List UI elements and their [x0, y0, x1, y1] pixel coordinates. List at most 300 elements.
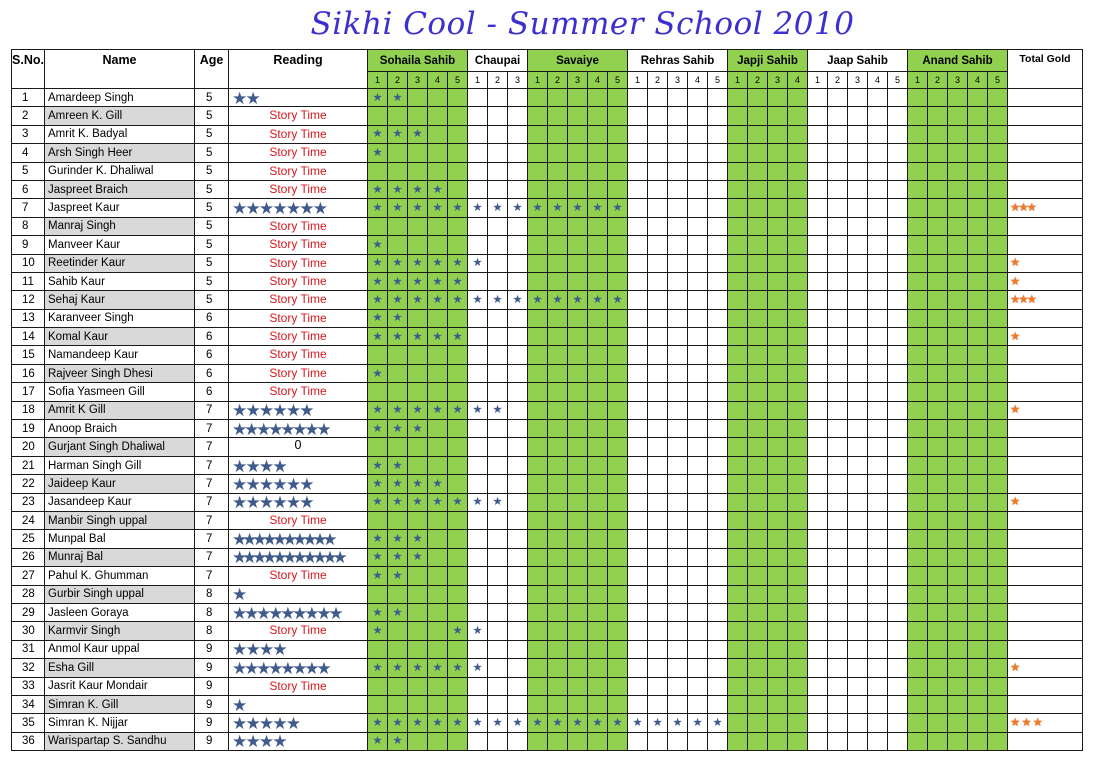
- progress-cell: [888, 144, 908, 162]
- progress-cell: [428, 530, 448, 548]
- progress-cell: [988, 144, 1008, 162]
- cell-name: Anoop Braich: [45, 420, 195, 438]
- cell-sno: 5: [12, 162, 45, 180]
- progress-cell: [528, 695, 548, 713]
- cell-sno: 15: [12, 346, 45, 364]
- progress-cell: [688, 89, 708, 107]
- progress-cell: [948, 125, 968, 143]
- progress-cell: [608, 732, 628, 750]
- progress-cell: [568, 567, 588, 585]
- progress-cell: [488, 364, 508, 382]
- progress-cell: [948, 732, 968, 750]
- subcol-number: 5: [448, 72, 468, 89]
- progress-cell: [468, 328, 488, 346]
- cell-name: Anmol Kaur uppal: [45, 640, 195, 658]
- star-icon: ★: [672, 716, 683, 729]
- cell-reading: [229, 438, 368, 456]
- progress-cell: [528, 364, 548, 382]
- star-icon: ★: [292, 658, 305, 678]
- progress-cell: [648, 714, 668, 732]
- cell-age: 6: [195, 328, 229, 346]
- progress-cell: [508, 309, 528, 327]
- progress-cell: [408, 401, 428, 419]
- progress-cell: [768, 420, 788, 438]
- progress-cell: [888, 420, 908, 438]
- subcol-number: 4: [968, 72, 988, 89]
- progress-cell: [528, 677, 548, 695]
- table-row: [12, 438, 1083, 456]
- progress-cell: [768, 89, 788, 107]
- progress-cell: [368, 714, 388, 732]
- progress-cell: [528, 732, 548, 750]
- progress-cell: [968, 199, 988, 217]
- progress-cell: [428, 291, 448, 309]
- star-icon: ★: [412, 477, 423, 490]
- progress-cell: [868, 714, 888, 732]
- progress-cell: [888, 530, 908, 548]
- star-icon: ★: [432, 330, 443, 343]
- progress-cell: [968, 603, 988, 621]
- cell-sno: 10: [12, 254, 45, 272]
- cell-sno: 14: [12, 328, 45, 346]
- progress-cell: [588, 511, 608, 529]
- table-row: [12, 603, 1083, 621]
- progress-cell: [768, 217, 788, 235]
- progress-cell: [588, 640, 608, 658]
- progress-cell: [748, 585, 768, 603]
- progress-cell: [368, 548, 388, 566]
- progress-cell: [648, 162, 668, 180]
- star-icon: ★: [452, 404, 463, 417]
- progress-cell: [748, 603, 768, 621]
- star-icon: ★: [472, 661, 483, 674]
- progress-cell: [808, 456, 828, 474]
- progress-cell: [868, 456, 888, 474]
- star-icon: ★: [372, 128, 383, 141]
- progress-cell: [928, 714, 948, 732]
- star-icon: ★: [392, 569, 403, 582]
- cell-age: 5: [195, 107, 229, 125]
- progress-cell: [548, 548, 568, 566]
- progress-cell: [988, 732, 1008, 750]
- progress-cell: [748, 438, 768, 456]
- progress-cell: [588, 107, 608, 125]
- star-icon: ★: [232, 493, 246, 513]
- progress-cell: [848, 328, 868, 346]
- cell-name: Amrit K Gill: [45, 401, 195, 419]
- progress-cell: [408, 420, 428, 438]
- star-icon: ★: [262, 548, 273, 568]
- cell-total-gold: [1008, 199, 1083, 217]
- progress-cell: [448, 677, 468, 695]
- progress-cell: [988, 162, 1008, 180]
- star-icon: ★: [372, 533, 383, 546]
- progress-cell: [628, 346, 648, 364]
- progress-cell: [408, 475, 428, 493]
- progress-cell: [928, 530, 948, 548]
- progress-cell: [788, 493, 808, 511]
- progress-cell: [548, 199, 568, 217]
- progress-cell: [668, 714, 688, 732]
- progress-cell: [848, 217, 868, 235]
- story-time-label: Story Time: [269, 126, 327, 141]
- progress-cell: [688, 383, 708, 401]
- progress-cell: [508, 401, 528, 419]
- progress-cell: [748, 144, 768, 162]
- star-icon: ★: [244, 658, 257, 678]
- progress-cell: [908, 732, 928, 750]
- progress-cell: [448, 585, 468, 603]
- subcol-number: 5: [888, 72, 908, 89]
- cell-name: Esha Gill: [45, 659, 195, 677]
- progress-cell: [908, 475, 928, 493]
- progress-cell: [848, 659, 868, 677]
- progress-cell: [548, 695, 568, 713]
- progress-cell: [508, 585, 528, 603]
- progress-cell: [968, 309, 988, 327]
- progress-cell: [628, 217, 648, 235]
- progress-cell: [548, 732, 568, 750]
- progress-cell: [388, 272, 408, 290]
- progress-cell: [408, 328, 428, 346]
- progress-cell: [708, 383, 728, 401]
- progress-cell: [508, 364, 528, 382]
- progress-cell: [368, 383, 388, 401]
- progress-cell: [888, 622, 908, 640]
- cell-total-gold: [1008, 420, 1083, 438]
- star-icon: ★: [372, 367, 383, 380]
- progress-cell: [708, 162, 728, 180]
- progress-cell: [708, 328, 728, 346]
- progress-cell: [488, 493, 508, 511]
- progress-cell: [668, 585, 688, 603]
- star-icon: ★: [372, 183, 383, 196]
- progress-cell: [808, 346, 828, 364]
- progress-cell: [748, 254, 768, 272]
- progress-cell: [448, 475, 468, 493]
- star-icon: ★: [612, 716, 623, 729]
- star-icon: ★: [392, 496, 403, 509]
- progress-cell: [928, 107, 948, 125]
- progress-cell: [748, 162, 768, 180]
- progress-cell: [488, 456, 508, 474]
- progress-cell: [708, 567, 728, 585]
- story-time-label: Story Time: [269, 237, 327, 252]
- star-icon: ★: [372, 716, 383, 729]
- progress-cell: [768, 714, 788, 732]
- progress-cell: [548, 328, 568, 346]
- subcol-number: 4: [428, 72, 448, 89]
- progress-cell: [628, 383, 648, 401]
- progress-cell: [928, 438, 948, 456]
- star-icon: ★: [256, 419, 269, 439]
- progress-cell: [388, 144, 408, 162]
- progress-cell: [888, 89, 908, 107]
- table-row: [12, 695, 1083, 713]
- progress-cell: [428, 272, 448, 290]
- progress-cell: [728, 199, 748, 217]
- star-icon: ★: [316, 603, 329, 623]
- progress-cell: [588, 236, 608, 254]
- progress-cell: [528, 401, 548, 419]
- cell-name: Gurinder K. Dhaliwal: [45, 162, 195, 180]
- progress-cell: [408, 714, 428, 732]
- progress-cell: [608, 659, 628, 677]
- table-row: [12, 199, 1083, 217]
- progress-cell: [688, 309, 708, 327]
- progress-cell: [628, 107, 648, 125]
- progress-cell: [908, 144, 928, 162]
- star-icon: ★: [392, 404, 403, 417]
- progress-cell: [928, 475, 948, 493]
- cell-reading: [229, 236, 368, 254]
- cell-sno: 30: [12, 622, 45, 640]
- progress-cell: [768, 291, 788, 309]
- progress-cell: [368, 511, 388, 529]
- star-icon: ★: [392, 257, 403, 270]
- progress-cell: [708, 401, 728, 419]
- progress-cell: [888, 272, 908, 290]
- cell-total-gold: [1008, 89, 1083, 107]
- progress-cell: [748, 695, 768, 713]
- progress-cell: [888, 438, 908, 456]
- progress-cell: [688, 364, 708, 382]
- progress-cell: [888, 695, 908, 713]
- progress-cell: [708, 236, 728, 254]
- progress-cell: [428, 732, 448, 750]
- progress-cell: [528, 328, 548, 346]
- progress-cell: [488, 438, 508, 456]
- progress-cell: [408, 548, 428, 566]
- subcol-number: 1: [368, 72, 388, 89]
- progress-cell: [428, 677, 448, 695]
- cell-sno: 7: [12, 199, 45, 217]
- progress-cell: [568, 438, 588, 456]
- star-icon: ★: [268, 603, 281, 623]
- table-row: [12, 640, 1083, 658]
- progress-cell: [408, 89, 428, 107]
- progress-cell: [928, 677, 948, 695]
- progress-cell: [848, 438, 868, 456]
- progress-cell: [668, 309, 688, 327]
- star-icon: ★: [452, 257, 463, 270]
- progress-cell: [728, 640, 748, 658]
- star-icon: ★: [412, 422, 423, 435]
- progress-cell: [468, 364, 488, 382]
- progress-cell: [908, 383, 928, 401]
- progress-cell: [408, 438, 428, 456]
- progress-cell: [768, 144, 788, 162]
- progress-cell: [888, 493, 908, 511]
- reading-stars: [232, 475, 313, 494]
- progress-cell: [648, 438, 668, 456]
- progress-cell: [488, 346, 508, 364]
- progress-cell: [608, 456, 628, 474]
- progress-cell: [708, 732, 728, 750]
- progress-cell: [468, 217, 488, 235]
- progress-cell: [828, 364, 848, 382]
- progress-cell: [888, 328, 908, 346]
- subcol-number: 1: [628, 72, 648, 89]
- progress-cell: [388, 511, 408, 529]
- progress-cell: [548, 659, 568, 677]
- progress-cell: [908, 622, 928, 640]
- star-icon: ★: [412, 496, 423, 509]
- progress-cell: [868, 144, 888, 162]
- cell-total-gold: [1008, 493, 1083, 511]
- progress-cell: [668, 291, 688, 309]
- progress-cell: [608, 328, 628, 346]
- reading-stars: [232, 548, 343, 567]
- progress-cell: [728, 603, 748, 621]
- progress-cell: [608, 236, 628, 254]
- progress-cell: [588, 328, 608, 346]
- progress-cell: [848, 236, 868, 254]
- progress-cell: [388, 640, 408, 658]
- progress-cell: [388, 309, 408, 327]
- progress-cell: [388, 328, 408, 346]
- star-icon: ★: [432, 275, 443, 288]
- progress-cell: [628, 511, 648, 529]
- reading-stars: [232, 640, 286, 659]
- progress-cell: [828, 493, 848, 511]
- attendance-table: [11, 49, 1083, 751]
- progress-cell: [908, 272, 928, 290]
- star-icon: ★: [272, 199, 286, 219]
- progress-cell: [508, 732, 528, 750]
- progress-cell: [588, 732, 608, 750]
- cell-age: 5: [195, 125, 229, 143]
- progress-cell: [928, 548, 948, 566]
- progress-cell: [768, 511, 788, 529]
- progress-cell: [508, 180, 528, 198]
- progress-cell: [528, 603, 548, 621]
- progress-cell: [548, 383, 568, 401]
- cell-sno: 3: [12, 125, 45, 143]
- progress-cell: [748, 107, 768, 125]
- progress-cell: [968, 475, 988, 493]
- progress-cell: [668, 125, 688, 143]
- star-icon: ★: [245, 493, 259, 513]
- reading-stars: [232, 457, 286, 476]
- header-section-japji-sahib: Japji Sahib: [728, 50, 808, 72]
- progress-cell: [408, 107, 428, 125]
- progress-cell: [568, 272, 588, 290]
- progress-cell: [768, 567, 788, 585]
- progress-cell: [888, 511, 908, 529]
- cell-name: Rajveer Singh Dhesi: [45, 364, 195, 382]
- star-icon: ★: [372, 330, 383, 343]
- progress-cell: [608, 199, 628, 217]
- cell-total-gold: [1008, 254, 1083, 272]
- star-icon: ★: [262, 530, 273, 550]
- progress-cell: [768, 585, 788, 603]
- story-time-label: Story Time: [269, 678, 327, 693]
- progress-cell: [488, 89, 508, 107]
- progress-cell: [768, 438, 788, 456]
- progress-cell: [828, 732, 848, 750]
- star-icon: ★: [432, 477, 443, 490]
- progress-cell: [468, 511, 488, 529]
- progress-cell: [688, 530, 708, 548]
- progress-cell: [628, 677, 648, 695]
- progress-cell: [788, 346, 808, 364]
- star-icon: ★: [372, 257, 383, 270]
- gold-star-icon: ★: [1018, 293, 1027, 306]
- gold-star-icon: ★: [1032, 716, 1041, 729]
- progress-cell: [868, 677, 888, 695]
- progress-cell: [828, 89, 848, 107]
- star-icon: ★: [432, 293, 443, 306]
- cell-sno: 8: [12, 217, 45, 235]
- cell-sno: 26: [12, 548, 45, 566]
- progress-cell: [968, 695, 988, 713]
- progress-cell: [568, 530, 588, 548]
- progress-cell: [648, 291, 668, 309]
- progress-cell: [368, 456, 388, 474]
- progress-cell: [988, 475, 1008, 493]
- progress-cell: [408, 511, 428, 529]
- cell-sno: 1: [12, 89, 45, 107]
- subcol-number: 4: [688, 72, 708, 89]
- progress-cell: [568, 328, 588, 346]
- star-icon: ★: [392, 293, 403, 306]
- progress-cell: [428, 603, 448, 621]
- progress-cell: [668, 548, 688, 566]
- progress-cell: [368, 475, 388, 493]
- progress-cell: [628, 567, 648, 585]
- progress-cell: [908, 125, 928, 143]
- star-icon: ★: [258, 732, 273, 752]
- star-icon: ★: [412, 183, 423, 196]
- progress-cell: [888, 254, 908, 272]
- progress-cell: [948, 272, 968, 290]
- progress-cell: [908, 162, 928, 180]
- progress-cell: [908, 254, 928, 272]
- progress-cell: [688, 199, 708, 217]
- table-row: [12, 89, 1083, 107]
- cell-sno: 33: [12, 677, 45, 695]
- progress-cell: [568, 401, 588, 419]
- progress-cell: [628, 493, 648, 511]
- progress-cell: [588, 420, 608, 438]
- progress-cell: [428, 144, 448, 162]
- progress-cell: [548, 272, 568, 290]
- cell-reading: [229, 493, 368, 511]
- progress-cell: [928, 199, 948, 217]
- progress-cell: [788, 548, 808, 566]
- progress-cell: [808, 420, 828, 438]
- progress-cell: [648, 456, 668, 474]
- star-icon: ★: [372, 91, 383, 104]
- progress-cell: [768, 695, 788, 713]
- progress-cell: [848, 383, 868, 401]
- progress-cell: [428, 420, 448, 438]
- progress-cell: [568, 714, 588, 732]
- progress-cell: [488, 291, 508, 309]
- progress-cell: [368, 622, 388, 640]
- progress-cell: [928, 328, 948, 346]
- star-icon: ★: [432, 661, 443, 674]
- progress-cell: [708, 420, 728, 438]
- progress-cell: [908, 585, 928, 603]
- star-icon: ★: [304, 658, 317, 678]
- star-icon: ★: [392, 716, 403, 729]
- progress-cell: [728, 125, 748, 143]
- progress-cell: [728, 548, 748, 566]
- progress-cell: [748, 530, 768, 548]
- star-icon: ★: [258, 640, 273, 660]
